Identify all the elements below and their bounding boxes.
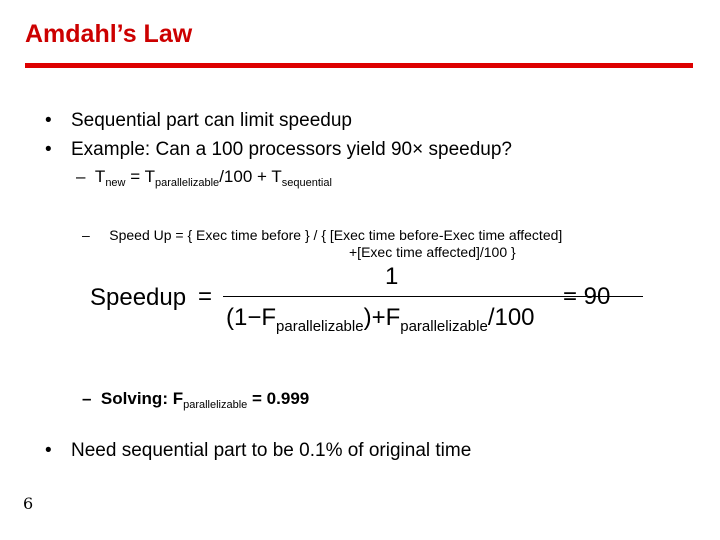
time-equation [76, 167, 332, 189]
slide-title: Amdahl’s Law [25, 20, 193, 48]
divide-term: /100 + [219, 167, 272, 186]
formula-denominator [226, 304, 535, 335]
subscript-parallelizable: parallelizable [154, 177, 220, 189]
solving-line [82, 389, 309, 411]
bullet-text: Need sequential part to be 0.1% of original time [71, 440, 472, 461]
speedup-line-1: Speed Up = { Exec time before } / { [Exec time before-Exec time affected] [109, 227, 563, 243]
formula-equals: = [198, 283, 213, 310]
formula-result: = 90 [563, 283, 611, 310]
speedup-line-2: +[Exec time affected]/100 } [349, 244, 516, 260]
bullet-item [45, 110, 352, 132]
dash-marker: – [82, 389, 92, 408]
denom-tail: /100 [487, 304, 535, 331]
bullet-dot: • [45, 440, 52, 461]
dash-marker: – [82, 227, 90, 243]
bullet-item [45, 139, 512, 161]
denom-sub-2: parallelizable [400, 318, 488, 335]
speedup-formula [90, 263, 630, 338]
solving-label: Solving: F [100, 389, 184, 408]
time-symbol: T [94, 167, 106, 186]
bullet-item [45, 440, 471, 462]
time-symbol: T [271, 167, 282, 186]
denom-sub-1: parallelizable [276, 318, 364, 335]
denom-mid: )+F [363, 304, 401, 331]
dash-marker: – [76, 167, 86, 186]
bullet-text: Example: Can a 100 processors yield 90× speedup? [71, 139, 512, 160]
solving-subscript: parallelizable [183, 399, 248, 411]
speedup-definition [82, 227, 562, 261]
title-rule [25, 63, 693, 68]
subscript-new: new [105, 177, 126, 189]
bullet-dot: • [45, 110, 52, 131]
bullet-dot: • [45, 139, 52, 160]
formula-numerator: 1 [385, 263, 399, 290]
denom-open: (1−F [226, 304, 277, 331]
subscript-sequential: sequential [281, 177, 332, 189]
equals-sign: = [125, 167, 145, 186]
solving-value: = 0.999 [247, 389, 310, 408]
time-symbol: T [144, 167, 155, 186]
formula-lhs: Speedup [90, 284, 187, 311]
bullet-text: Sequential part can limit speedup [71, 110, 352, 131]
page-number: 6 [23, 494, 34, 513]
